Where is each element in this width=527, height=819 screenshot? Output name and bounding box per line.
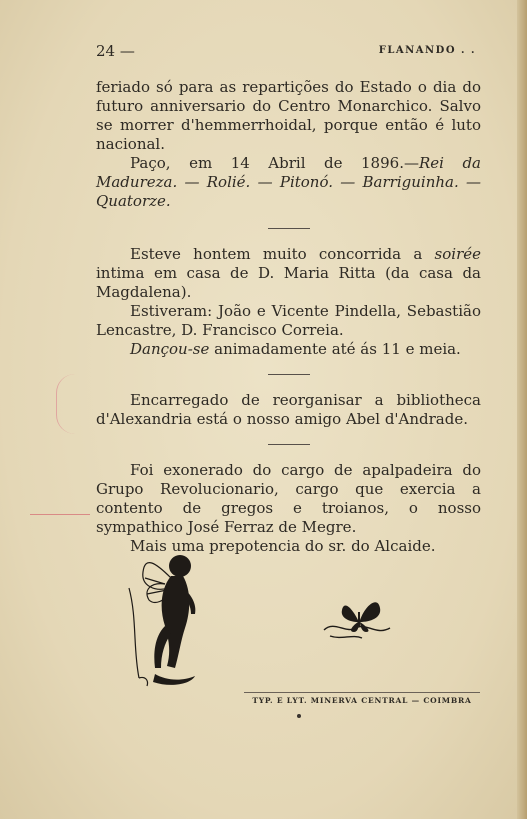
- emphasis: soirée: [434, 245, 481, 263]
- section-divider: [268, 228, 310, 229]
- emphasis: Dançou-se: [130, 340, 210, 358]
- paragraph: Estiveram: João e Vicente Pindella, Sebastião Lencastre, D. Francisco Correia.: [96, 302, 481, 339]
- text-run: intima em casa de D. Maria Ritta (da casa da Magdalena).: [96, 264, 481, 301]
- text-run: animadamente até ás 11 e meia.: [209, 340, 461, 358]
- pencil-line-mark: [30, 514, 90, 515]
- paragraph: Foi exonerado do cargo de apalpadeira do Grupo Revolucionario, cargo que exercia a contento de gregos e troianos, o nosso sympathico José Ferraz de Megre.: [96, 461, 481, 536]
- page-header: [96, 42, 476, 62]
- printer-colophon: TYP. E LYT. MINERVA CENTRAL — COIMBRA: [244, 692, 480, 705]
- paragraph-signature: [96, 154, 481, 211]
- butterfly-ornament-icon: [322, 590, 392, 642]
- page-number: 24 —: [96, 42, 135, 60]
- signatories: Rei da Madureza. — Rolié. — Pitonó. — Barriguinha. — Quatorze.: [96, 154, 481, 210]
- text-run: Esteve hontem muito concorrida a: [130, 245, 435, 263]
- pencil-bracket-mark: [56, 374, 75, 434]
- paragraph: [96, 245, 481, 302]
- paragraph: Mais uma prepotencia do sr. do Alcaide.: [130, 537, 436, 555]
- body-text: [96, 78, 481, 556]
- paragraph: [96, 340, 481, 359]
- running-title: FLANANDO . .: [378, 45, 476, 56]
- cupid-ornament-icon: [125, 548, 213, 690]
- section-divider: [268, 374, 310, 375]
- paragraph: Encarregado de reorganisar a bibliotheca d'Alexandria está o nosso amigo Abel d'Andrade.: [96, 391, 481, 428]
- paragraph: feriado só para as repartições do Estado o dia do futuro anniversario do Centro Monarchico. Salvo se morrer d'hemmerrhoidal, porque então é luto nacional.: [96, 78, 481, 153]
- ink-dot: [297, 714, 301, 718]
- date-line: Paço, em 14 Abril de 1896.—: [130, 154, 419, 172]
- section-divider: [268, 444, 310, 445]
- page-edge: [517, 0, 527, 819]
